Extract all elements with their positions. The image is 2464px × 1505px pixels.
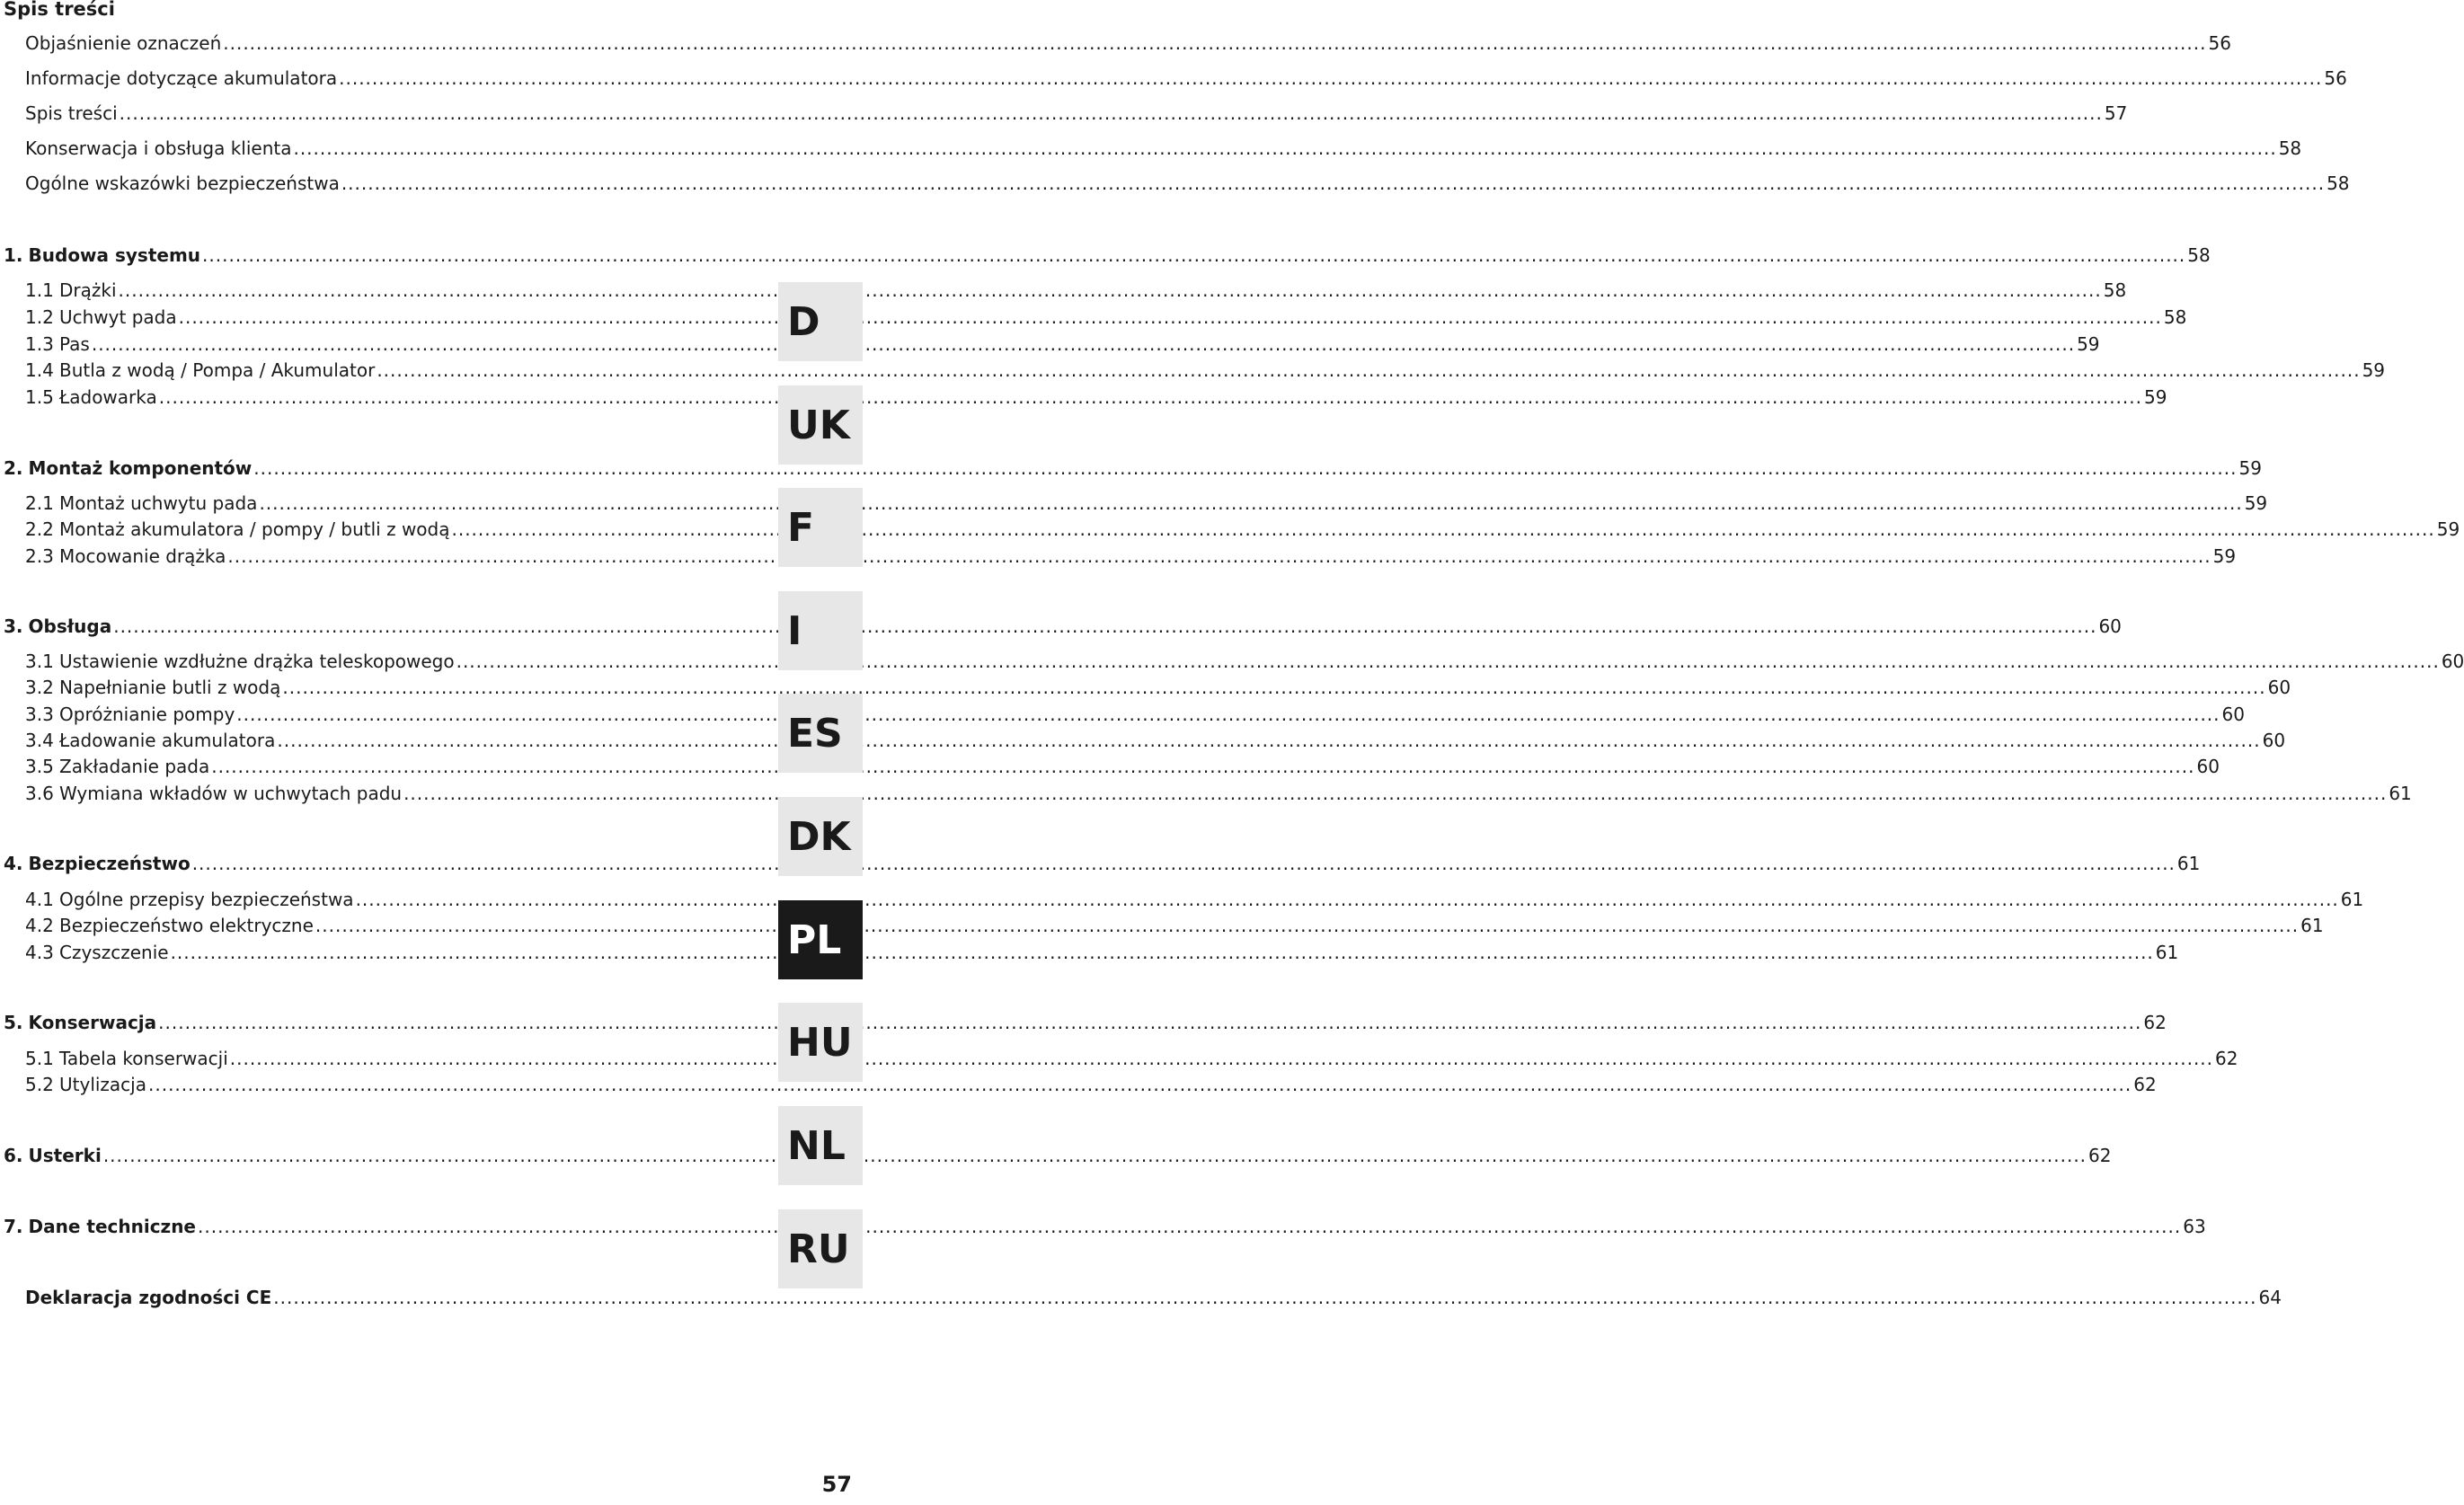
toc-entry-label: Spis treści (25, 102, 118, 124)
toc-leader-dots (120, 102, 2103, 124)
toc-leader-dots (171, 942, 2154, 963)
toc-entry[interactable] (25, 756, 2220, 777)
toc-leader-dots (227, 545, 2211, 567)
toc-entry-page: 59 (2436, 518, 2460, 540)
toc-entry-label: Tabela konserwacji (59, 1048, 228, 1069)
toc-entry-number: 1.2 (25, 306, 54, 328)
toc-entry[interactable] (25, 704, 2245, 725)
toc-entry-declaration[interactable] (25, 1287, 2282, 1308)
toc-entry-page: 56 (2324, 67, 2347, 89)
toc-leader-dots (211, 756, 2194, 777)
toc-leader-dots (456, 651, 2440, 672)
toc-entry-page: 59 (2077, 333, 2100, 355)
language-tab-dk[interactable]: DK (778, 797, 863, 876)
toc-entry-number: 3.3 (25, 704, 54, 725)
toc-entry[interactable] (25, 942, 2179, 963)
toc-section-number: 5. (4, 1012, 23, 1033)
toc-entry[interactable] (25, 518, 2460, 540)
toc-section-number: 6. (4, 1145, 23, 1166)
toc-entry-label: Czyszczenie (59, 942, 169, 963)
toc-entry-number: 2.3 (25, 545, 54, 567)
toc-entry[interactable] (25, 359, 2386, 381)
toc-entry-number: 3.2 (25, 677, 54, 698)
toc-entry-number: 1.1 (25, 279, 54, 301)
toc-entry-page: 59 (2212, 545, 2237, 567)
toc-entry-label: Opróżnianie pompy (59, 704, 235, 725)
toc-entry-label: Ładowarka (59, 386, 157, 408)
toc-entry-page: 61 (2389, 783, 2412, 804)
toc-section-number: 2. (4, 457, 23, 479)
toc-entry-page: 58 (2278, 137, 2302, 159)
toc-entry[interactable] (25, 915, 2324, 936)
toc-section-label: Montaż komponentów (28, 457, 253, 479)
toc-entry-number: 5.1 (25, 1048, 54, 1069)
toc-leader-dots (341, 173, 2325, 194)
toc-leader-dots (282, 677, 2265, 698)
toc-entry[interactable] (25, 651, 2464, 672)
toc-section-page: 62 (2088, 1145, 2112, 1166)
toc-entry[interactable] (25, 677, 2291, 698)
toc-section-label: Konserwacja (28, 1012, 157, 1033)
toc-section-number: 4. (4, 853, 23, 874)
toc-entry[interactable] (25, 889, 2364, 910)
toc-entry[interactable] (25, 306, 2187, 328)
toc-entry[interactable] (25, 102, 2128, 124)
toc-section-page: 58 (2187, 244, 2211, 266)
toc-entry-label: Konserwacja i obsługa klienta (25, 137, 292, 159)
toc-leader-dots (230, 1048, 2213, 1069)
toc-section[interactable] (4, 1145, 2112, 1166)
language-tab-uk[interactable]: UK (778, 385, 863, 465)
toc-entry[interactable] (25, 279, 2127, 301)
toc-entry-label: Ustawienie wzdłużne drążka teleskopowego (59, 651, 455, 672)
toc-entry[interactable] (25, 333, 2100, 355)
toc-entry[interactable] (25, 783, 2412, 804)
toc-entry-page: 61 (2300, 915, 2324, 936)
toc-leader-dots (259, 492, 2242, 514)
toc-entry-label: Ładowanie akumulatora (59, 730, 276, 751)
toc-entry-number: 5.2 (25, 1074, 54, 1095)
toc-entry-number: 1.4 (25, 359, 54, 381)
toc-entry[interactable] (25, 1048, 2238, 1069)
toc-section-page: 63 (2183, 1216, 2206, 1237)
toc-leader-dots (192, 853, 2176, 874)
toc-entry-page: 57 (2104, 102, 2128, 124)
toc-entry-page: 64 (2258, 1287, 2282, 1308)
toc-entry-page: 59 (2362, 359, 2386, 381)
toc-leader-dots (339, 67, 2322, 89)
language-tab-ru[interactable]: RU (778, 1209, 863, 1288)
toc-entry-label: Montaż akumulatora / pompy / butli z wodą (59, 518, 450, 540)
toc-entry-page: 60 (2262, 730, 2286, 751)
toc-entry[interactable] (25, 32, 2231, 54)
toc-entry-number: 3.1 (25, 651, 54, 672)
toc-entry-page: 58 (2327, 173, 2350, 194)
toc-leader-dots (451, 518, 2434, 540)
language-tab-d[interactable]: D (778, 282, 863, 361)
toc-entry-number: 1.5 (25, 386, 54, 408)
toc-entry-label: Drążki (59, 279, 117, 301)
toc-leader-dots (179, 306, 2162, 328)
page-heading: Spis treści (4, 0, 115, 20)
toc-section-label: Obsługa (28, 615, 112, 637)
toc-section[interactable] (4, 615, 2122, 637)
toc-entry-page: 62 (2133, 1074, 2157, 1095)
toc-entry-number: 2.2 (25, 518, 54, 540)
language-tab-nl[interactable]: NL (778, 1106, 863, 1185)
toc-leader-dots (202, 244, 2185, 266)
toc-section-page: 61 (2176, 853, 2201, 874)
toc-entry-label: Uchwyt pada (59, 306, 177, 328)
toc-entry-number: 3.4 (25, 730, 54, 751)
toc-section-page: 62 (2143, 1012, 2167, 1033)
language-tab-hu[interactable]: HU (778, 1003, 863, 1082)
toc-section-page: 60 (2098, 615, 2122, 637)
toc-leader-dots (293, 137, 2276, 159)
toc-entry-number: 3.6 (25, 783, 54, 804)
toc-leader-dots (236, 704, 2220, 725)
toc-entry[interactable] (25, 1074, 2157, 1095)
toc-entry[interactable] (25, 137, 2302, 159)
toc-entry-number: 1.3 (25, 333, 54, 355)
toc-entry-label: Pas (59, 333, 90, 355)
toc-entry[interactable] (25, 492, 2268, 514)
toc-leader-dots (223, 32, 2206, 54)
toc-leader-dots (315, 915, 2299, 936)
toc-entry-page: 60 (2221, 704, 2245, 725)
toc-entry-page: 62 (2215, 1048, 2238, 1069)
toc-section-label: Budowa systemu (28, 244, 201, 266)
toc-leader-dots (356, 889, 2339, 910)
toc-entry-page: 58 (2163, 306, 2187, 328)
toc-leader-dots (198, 1216, 2181, 1237)
toc-entry-label: Informacje dotyczące akumulatora (25, 67, 338, 89)
toc-entry-page: 61 (2340, 889, 2364, 910)
toc-entry-number: 4.2 (25, 915, 54, 936)
toc-section[interactable] (4, 244, 2211, 266)
toc-entry-label: Zakładanie pada (59, 756, 210, 777)
toc-entry[interactable] (25, 386, 2167, 408)
toc-entry-number: 3.5 (25, 756, 54, 777)
page-number: 57 (821, 1472, 852, 1497)
toc-entry-number: 4.3 (25, 942, 54, 963)
toc-section-number: 7. (4, 1216, 23, 1237)
toc-entry-label: Mocowanie drążka (59, 545, 226, 567)
toc-entry[interactable] (25, 545, 2237, 567)
toc-section[interactable] (4, 853, 2201, 874)
toc-entry-page: 56 (2208, 32, 2231, 54)
toc-leader-dots (253, 457, 2237, 479)
toc-leader-dots (148, 1074, 2132, 1095)
language-tab-pl[interactable]: PL (778, 900, 863, 979)
toc-entry[interactable] (25, 730, 2286, 751)
toc-entry-page: 60 (2267, 677, 2291, 698)
toc-entry-label: Butla z wodą / Pompa / Akumulator (59, 359, 376, 381)
toc-entry-label: Deklaracja zgodności CE (25, 1287, 272, 1308)
toc-entry-number: 4.1 (25, 889, 54, 910)
toc-leader-dots (273, 1287, 2256, 1308)
toc-entry[interactable] (25, 67, 2347, 89)
toc-section[interactable] (4, 1216, 2206, 1237)
toc-entry-page: 58 (2103, 279, 2127, 301)
toc-leader-dots (377, 359, 2360, 381)
toc-leader-dots (119, 279, 2102, 301)
toc-section-label: Bezpieczeństwo (28, 853, 191, 874)
toc-section-label: Usterki (28, 1145, 102, 1166)
toc-entry-number: 2.1 (25, 492, 54, 514)
toc-entry-page: 61 (2155, 942, 2179, 963)
toc-leader-dots (113, 615, 2096, 637)
toc-entry[interactable] (25, 173, 2350, 194)
toc-entry-page: 59 (2244, 492, 2268, 514)
toc-leader-dots (159, 386, 2142, 408)
toc-leader-dots (403, 783, 2387, 804)
toc-section[interactable] (4, 1012, 2167, 1033)
toc-entry-label: Ogólne przepisy bezpieczeństwa (59, 889, 354, 910)
toc-section-number: 3. (4, 615, 23, 637)
toc-entry-label: Montaż uchwytu pada (59, 492, 258, 514)
toc-section-number: 1. (4, 244, 23, 266)
toc-entry-page: 59 (2143, 386, 2167, 408)
toc-entry-label: Napełnianie butli z wodą (59, 677, 281, 698)
toc-section[interactable] (4, 457, 2262, 479)
toc-section-label: Dane techniczne (28, 1216, 196, 1237)
language-tab-es[interactable]: ES (778, 694, 863, 773)
toc-entry-label: Utylizacja (59, 1074, 146, 1095)
toc-leader-dots (103, 1145, 2087, 1166)
toc-leader-dots (277, 730, 2260, 751)
toc-entry-label: Wymiana wkładów w uchwytach padu (59, 783, 403, 804)
toc-entry-page: 60 (2441, 651, 2464, 672)
toc-entry-page: 60 (2196, 756, 2220, 777)
toc-leader-dots (92, 333, 2075, 355)
toc-entry-label: Ogólne wskazówki bezpieczeństwa (25, 173, 340, 194)
language-tab-i[interactable]: I (778, 591, 863, 670)
language-tab-f[interactable]: F (778, 488, 863, 567)
toc-entry-label: Objaśnienie oznaczeń (25, 32, 222, 54)
toc-section-page: 59 (2238, 457, 2262, 479)
toc-entry-label: Bezpieczeństwo elektryczne (59, 915, 314, 936)
toc-leader-dots (158, 1012, 2141, 1033)
